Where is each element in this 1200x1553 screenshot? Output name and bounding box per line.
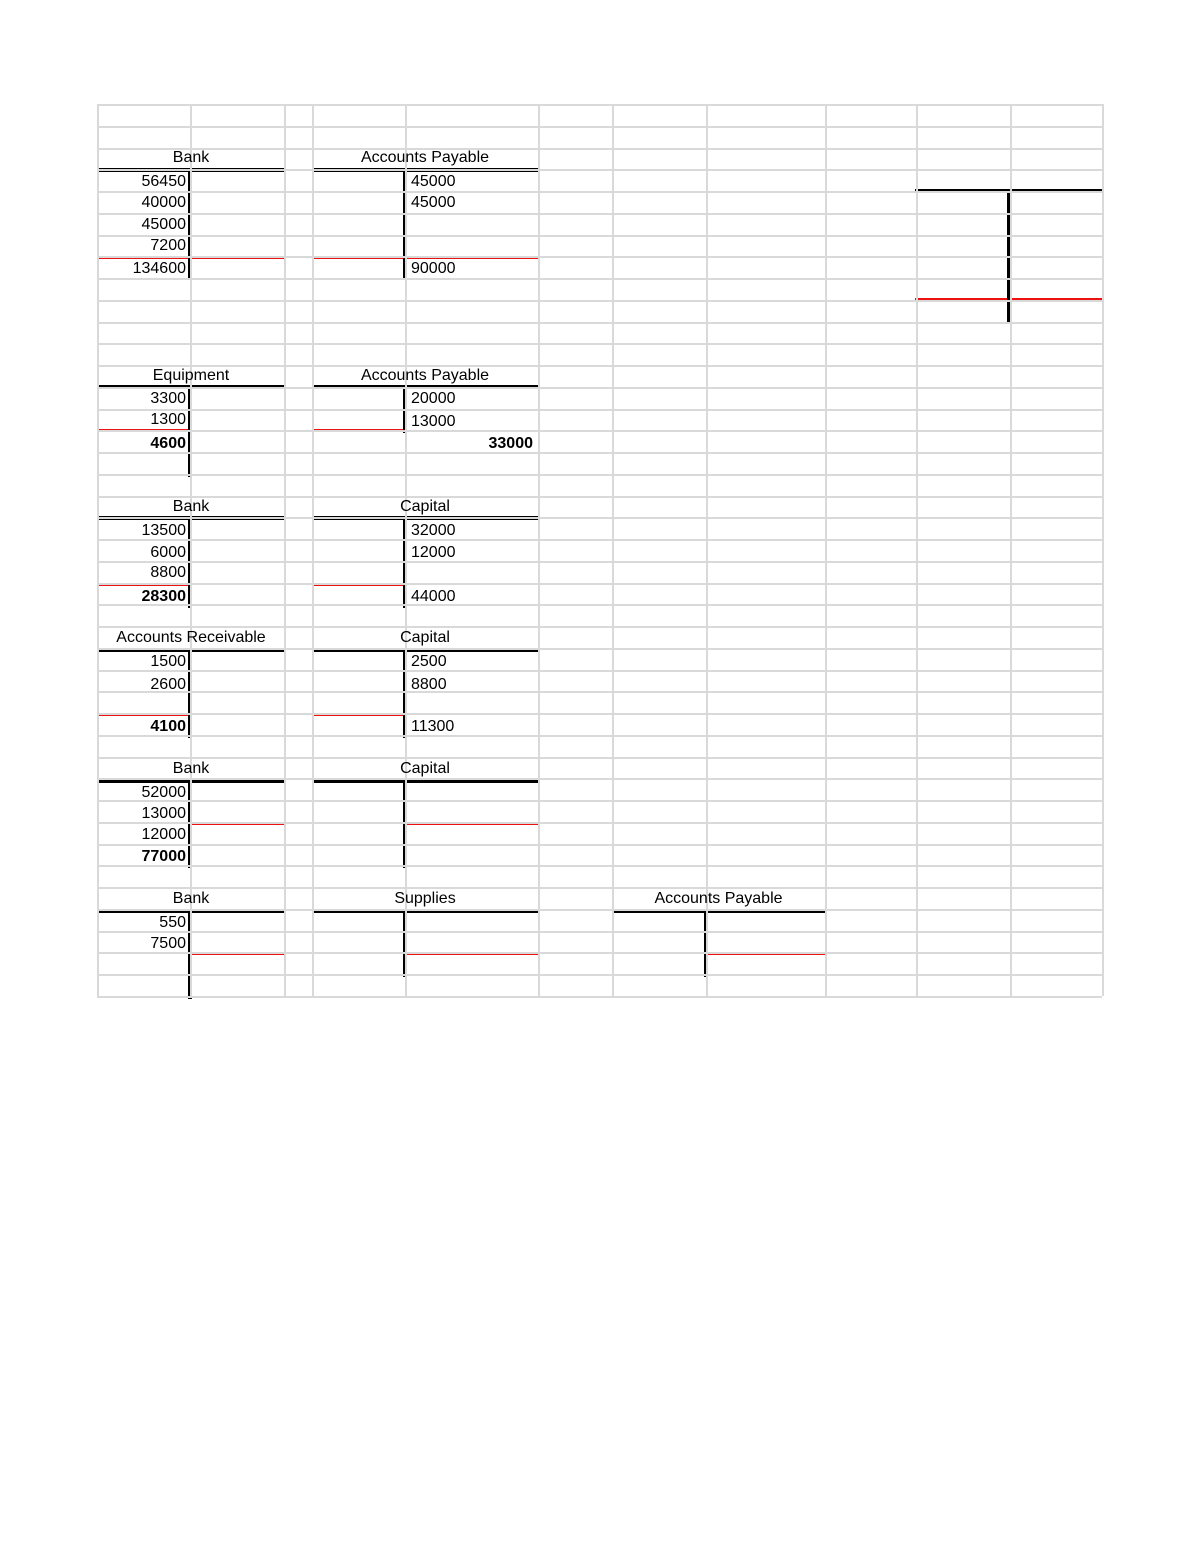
- debit-entry: 7500: [150, 935, 186, 952]
- debit-total: 77000: [141, 848, 186, 865]
- gridline-horizontal: [97, 800, 1102, 802]
- debit-entry: 40000: [141, 194, 186, 211]
- gridline-horizontal: [97, 278, 1102, 280]
- credit-entry: 12000: [411, 544, 456, 561]
- gridline-horizontal: [97, 256, 1102, 258]
- gridline-horizontal: [97, 126, 1102, 128]
- gridline-horizontal: [97, 691, 1102, 693]
- gridline-horizontal: [97, 561, 1102, 563]
- gridline-horizontal: [97, 909, 1102, 911]
- credit-entry: 2500: [411, 653, 447, 670]
- credit-entry: 45000: [411, 194, 456, 211]
- debit-entry: 3300: [150, 390, 186, 407]
- gridline-horizontal: [97, 474, 1102, 476]
- credit-entry: 13000: [411, 413, 456, 430]
- t-account-title: Accounts Payable: [360, 149, 490, 166]
- credit-entry: 8800: [411, 676, 447, 693]
- gridline-horizontal: [97, 191, 1102, 193]
- t-account-title: Capital: [400, 629, 450, 646]
- gridline-vertical: [312, 104, 314, 996]
- credit-entry: 45000: [411, 173, 456, 190]
- t-account-title: Bank: [172, 890, 210, 907]
- debit-total: 28300: [141, 588, 186, 605]
- credit-total: 44000: [411, 588, 456, 605]
- gridline-horizontal: [97, 452, 1102, 454]
- credit-entry: 32000: [411, 522, 456, 539]
- debit-total: 4100: [150, 718, 186, 735]
- credit-total: 90000: [411, 260, 456, 277]
- gridline-vertical: [706, 104, 708, 996]
- gridline-horizontal: [97, 604, 1102, 606]
- debit-total: 134600: [132, 260, 186, 277]
- t-account-title: Equipment: [152, 367, 230, 384]
- gridline-horizontal: [97, 713, 1102, 715]
- gridline-horizontal: [97, 430, 1102, 432]
- t-account-title: Bank: [172, 498, 210, 515]
- gridline-horizontal: [97, 974, 1102, 976]
- debit-entry: 1500: [150, 653, 186, 670]
- gridline-vertical: [284, 104, 286, 996]
- gridline-horizontal: [97, 235, 1102, 237]
- gridline-horizontal: [97, 409, 1102, 411]
- t-account-title: Capital: [400, 760, 450, 777]
- gridline-vertical: [538, 104, 540, 996]
- gridline-vertical: [1010, 104, 1012, 996]
- gridline-vertical: [612, 104, 614, 996]
- debit-entry: 13500: [141, 522, 186, 539]
- gridline-horizontal: [97, 583, 1102, 585]
- gridline-vertical: [190, 104, 192, 996]
- t-account-title: Accounts Receivable: [116, 629, 266, 646]
- gridline-horizontal: [97, 300, 1102, 302]
- gridline-vertical: [916, 104, 918, 996]
- debit-entry: 6000: [150, 544, 186, 561]
- debit-entry: 8800: [150, 564, 186, 581]
- gridline-horizontal: [97, 931, 1102, 933]
- debit-entry: 12000: [141, 826, 186, 843]
- gridline-horizontal: [97, 735, 1102, 737]
- gridline-horizontal: [97, 996, 1102, 998]
- gridline-vertical: [405, 104, 407, 996]
- gridline-horizontal: [97, 169, 1102, 171]
- gridline-horizontal: [97, 387, 1102, 389]
- gridline-horizontal: [97, 670, 1102, 672]
- debit-entry: 52000: [141, 784, 186, 801]
- credit-total: 11300: [411, 718, 455, 735]
- t-account-title: Supplies: [394, 890, 456, 907]
- gridline-vertical: [825, 104, 827, 996]
- t-account-title: Accounts Payable: [360, 367, 490, 384]
- credit-total: 33000: [488, 435, 533, 452]
- t-account-title: Bank: [172, 760, 210, 777]
- t-account-title: Capital: [400, 498, 450, 515]
- t-account-title: Bank: [172, 149, 210, 166]
- gridline-vertical: [1102, 104, 1104, 996]
- gridline-horizontal: [97, 539, 1102, 541]
- debit-total: 4600: [150, 435, 186, 452]
- debit-entry: 13000: [141, 805, 186, 822]
- debit-entry: 1300: [150, 411, 186, 428]
- gridline-vertical: [97, 104, 99, 996]
- gridline-horizontal: [97, 844, 1102, 846]
- gridline-horizontal: [97, 822, 1102, 824]
- debit-entry: 56450: [141, 173, 186, 190]
- gridline-horizontal: [97, 865, 1102, 867]
- debit-entry: 550: [159, 914, 186, 931]
- debit-entry: 45000: [141, 216, 186, 233]
- gridline-horizontal: [97, 648, 1102, 650]
- gridline-horizontal: [97, 322, 1102, 324]
- gridline-horizontal: [97, 517, 1102, 519]
- gridline-horizontal: [97, 952, 1102, 954]
- gridline-horizontal: [97, 343, 1102, 345]
- credit-entry: 20000: [411, 390, 456, 407]
- debit-entry: 7200: [150, 237, 186, 254]
- gridline-horizontal: [97, 104, 1102, 106]
- gridline-horizontal: [97, 213, 1102, 215]
- debit-entry: 2600: [150, 676, 186, 693]
- t-account-title: Accounts Payable: [654, 890, 783, 907]
